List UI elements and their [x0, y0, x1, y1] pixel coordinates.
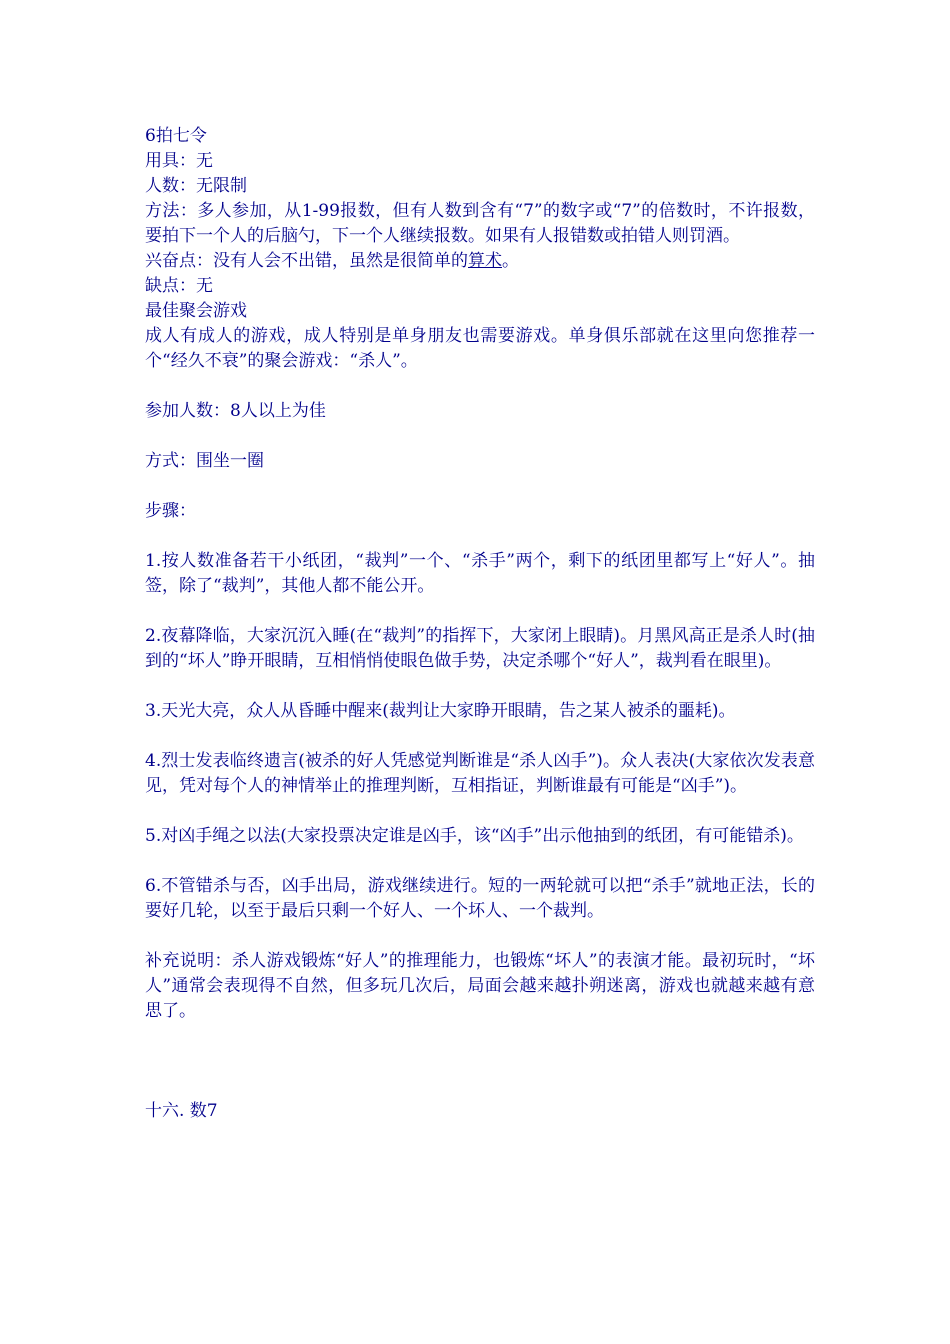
excitement-prefix: 兴奋点：没有人会不出错，虽然是很简单的 — [145, 251, 468, 271]
spacer — [145, 424, 815, 449]
people-line: 人数：无限制 — [145, 176, 247, 196]
format-line: 方式：围坐一圈 — [145, 451, 264, 471]
step-1: 1.按人数准备若干小纸团，“裁判”一个、“杀手”两个，剩下的纸团里都写上“好人”。抽签，除了“裁判”，其他人都不能公开。 — [145, 551, 815, 596]
intro-paragraph: 成人有成人的游戏，成人特别是单身朋友也需要游戏。单身俱乐部就在这里向您推荐一个“经久不衰”的聚会游戏：“杀人”。 — [145, 326, 815, 371]
drawback-line: 缺点：无 — [145, 276, 213, 296]
spacer — [145, 474, 815, 499]
step-4: 4.烈士发表临终遗言(被杀的好人凭感觉判断谁是“杀人凶手”)。众人表决(大家依次发表意见，凭对每个人的神情举止的推理判断，互相指证，判断谁最有可能是“凶手”)。 — [145, 751, 815, 796]
section-heading: 十六. 数7 — [145, 1101, 218, 1121]
supplementary-note: 补充说明：杀人游戏锻炼“好人”的推理能力，也锻炼“坏人”的表演才能。最初玩时，“坏人”通常会表现得不自然，但多玩几次后，局面会越来越扑朔迷离，游戏也就越来越有意思了。 — [145, 951, 815, 1021]
excitement-suffix: 。 — [502, 251, 519, 271]
method-paragraph: 方法：多人参加，从1-99报数，但有人数到含有“7”的数字或“7”的倍数时，不许报数，要拍下一个人的后脑勺，下一个人继续报数。如果有人报错数或拍错人则罚酒。 — [145, 201, 815, 246]
document-body — [145, 124, 815, 1124]
spacer — [145, 1024, 815, 1099]
step-5: 5.对凶手绳之以法(大家投票决定谁是凶手，该“凶手”出示他抽到的纸团，有可能错杀)。 — [145, 826, 804, 846]
spacer — [145, 599, 815, 624]
spacer — [145, 849, 815, 874]
tools-line: 用具：无 — [145, 151, 213, 171]
arithmetic-link[interactable]: 算术 — [468, 251, 502, 271]
step-2: 2.夜幕降临，大家沉沉入睡(在“裁判”的指挥下，大家闭上眼睛)。月黑风高正是杀人时(抽到的“坏人”睁开眼睛，互相悄悄使眼色做手势，决定杀哪个“好人”，裁判看在眼里)。 — [145, 626, 815, 671]
step-6: 6.不管错杀与否，凶手出局，游戏继续进行。短的一两轮就可以把“杀手”就地正法，长的要好几轮，以至于最后只剩一个好人、一个坏人、一个裁判。 — [145, 876, 815, 921]
game-title-clap-seven: 6拍七令 — [145, 126, 207, 146]
excitement-line — [145, 249, 815, 274]
step-3: 3.天光大亮，众人从昏睡中醒来(裁判让大家睁开眼睛，告之某人被杀的噩耗)。 — [145, 701, 736, 721]
spacer — [145, 374, 815, 399]
spacer — [145, 799, 815, 824]
steps-label: 步骤： — [145, 501, 196, 521]
spacer — [145, 924, 815, 949]
game-title-best-party: 最佳聚会游戏 — [145, 301, 247, 321]
spacer — [145, 674, 815, 699]
spacer — [145, 724, 815, 749]
spacer — [145, 524, 815, 549]
participants-line: 参加人数：8人以上为佳 — [145, 401, 326, 421]
